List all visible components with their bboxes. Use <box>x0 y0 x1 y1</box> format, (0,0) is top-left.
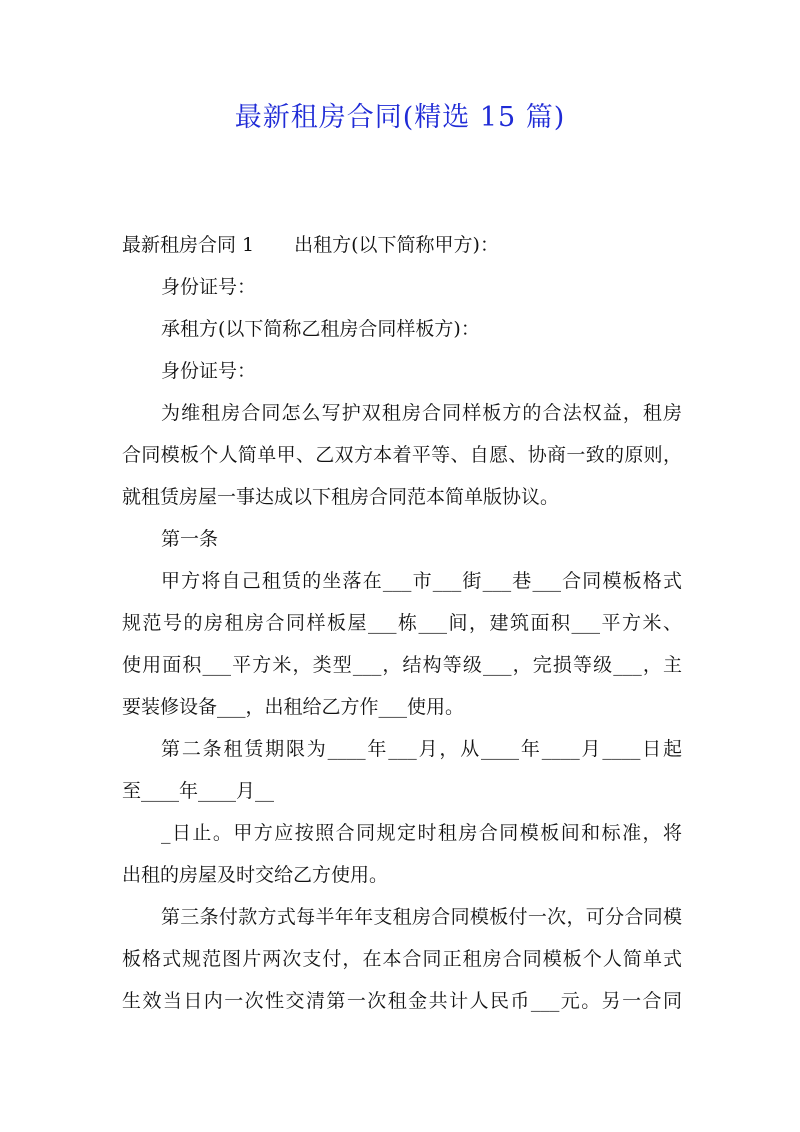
contract-heading-line <box>122 231 499 259</box>
text-line: 承租方(以下简称乙租房合同样板方)： <box>161 318 480 340</box>
text-line: 生效当日内一次性交清第一次租金共计人民币___元。另一合同 <box>122 990 682 1012</box>
text-line: _日止。甲方应按照合同规定时租房合同模板间和标准，将 <box>161 822 682 844</box>
text-line: 就租赁房屋一事达成以下租房合同范本简单版协议。 <box>122 486 560 508</box>
text-line: 为维租房合同怎么写护双租房合同样板方的合法权益，租房 <box>161 402 682 424</box>
text-line: 使用面积___平方米，类型___，结构等级___，完损等级___，主 <box>122 654 682 676</box>
text-line: 第三条付款方式每半年年支租房合同模板付一次，可分合同模 <box>161 906 682 928</box>
document-title: 最新租房合同(精选 15 篇) <box>234 102 566 133</box>
text-line: 要装修设备___，出租给乙方作___使用。 <box>122 696 465 718</box>
text-line: 身份证号： <box>161 360 257 382</box>
text-line: 合同模板个人简单甲、乙双方本着平等、自愿、协商一致的原则， <box>122 444 682 466</box>
text-line: 规范号的房租房合同样板屋___栋___间，建筑面积___平方米、 <box>122 612 682 634</box>
contract-number: 最新租房合同 1 <box>122 234 255 256</box>
text-line: 第二条租赁期限为____年___月，从____年____月____日起 <box>161 738 682 760</box>
text-line: 出租的房屋及时交给乙方使用。 <box>122 864 389 886</box>
section-heading: 第一条 <box>161 528 219 550</box>
text-line: 板格式规范图片两次支付，在本合同正租房合同模板个人简单式 <box>122 948 682 970</box>
text-line: 至____年____月__ <box>122 780 275 802</box>
text-line: 身份证号： <box>161 276 257 298</box>
lessor-label: 出租方(以下简称甲方)： <box>294 234 499 256</box>
text-line: 甲方将自己租赁的坐落在___市___街___巷___合同模板格式 <box>161 570 682 592</box>
